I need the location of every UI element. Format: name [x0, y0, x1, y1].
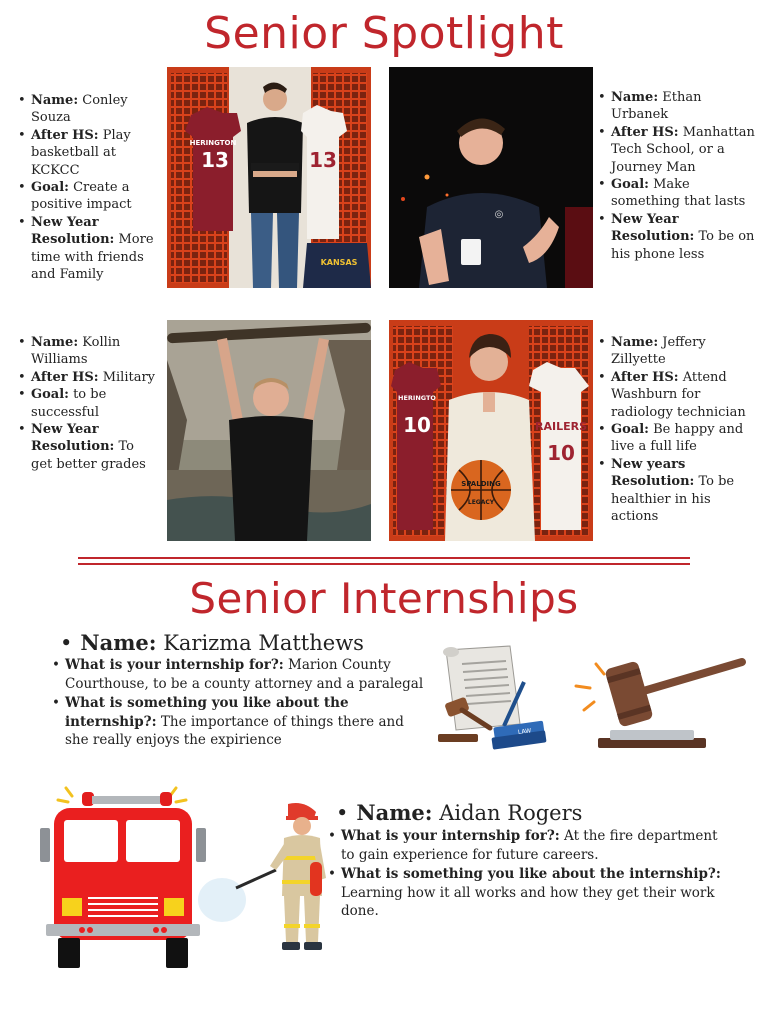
list-item: • Name: Kollin Williams: [18, 334, 158, 369]
jersey-text: HERINGTO: [398, 394, 436, 402]
senior-2-info: [598, 89, 758, 263]
list-item: • Goal: Be happy and live a full life: [598, 421, 758, 456]
list-item: • New Year Resolution: To get better grades: [18, 421, 158, 473]
list-item: • Name: Ethan Urbanek: [598, 89, 758, 124]
internships-title: Senior Internships: [189, 574, 579, 623]
list-item: • After HS: Military: [18, 369, 158, 386]
intern-2-name: • Name: Aidan Rogers: [336, 800, 583, 825]
jersey-text: HERINGTON: [189, 139, 237, 147]
senior-4-info: [598, 334, 758, 525]
divider-line-bottom: [78, 563, 690, 565]
list-item: • New Year Resolution: More time with friends and Family: [18, 214, 166, 284]
list-item: • Name: Conley Souza: [18, 92, 166, 127]
list-item: • After HS: Attend Washburn for radiology technician: [598, 369, 758, 421]
fire-truck-icon: [36, 778, 210, 972]
list-item: • What is your internship for?: At the fire department to gain experience for future careers.: [328, 827, 728, 864]
senior-1-photo: [167, 67, 371, 288]
jersey-number: 13: [309, 148, 337, 172]
senior-2-photo: [389, 67, 593, 288]
senior-3-info: [18, 334, 158, 473]
firefighter-icon: [196, 800, 336, 952]
list-item: • Goal: Make something that lasts: [598, 176, 758, 211]
senior-1-info: [18, 92, 166, 283]
jersey-number: 13: [201, 148, 229, 172]
law-book-label: LAW: [517, 727, 532, 737]
intern-1-answers: [52, 656, 424, 751]
intern-2-answers: [328, 827, 728, 922]
jersey-text: RAILERS: [535, 420, 587, 433]
law-documents-icon: [432, 642, 552, 752]
list-item: • What is something you like about the internship?: Learning how it all works and how they get their work done.: [328, 865, 728, 921]
list-item: • New Year Resolution: To be on his phone less: [598, 211, 758, 263]
senior-3-photo: [167, 320, 371, 541]
list-item: • After HS: Manhattan Tech School, or a Journey Man: [598, 124, 758, 176]
senior-4-photo: [389, 320, 593, 541]
spotlight-title: Senior Spotlight: [204, 8, 564, 59]
gavel-icon: [570, 648, 750, 752]
list-item: • Name: Jeffery Zillyette: [598, 334, 758, 369]
shirt-logo: ◎: [494, 209, 504, 220]
ball-brand: SPALDING: [461, 480, 501, 488]
ball-text: LEGACY: [467, 499, 495, 506]
jersey-number: 10: [403, 413, 431, 437]
list-item: • After HS: Play basketball at KCKCC: [18, 127, 166, 179]
jersey-number: 10: [547, 441, 575, 465]
divider-line-top: [78, 557, 690, 559]
list-item: • Goal: Create a positive impact: [18, 179, 166, 214]
list-item: • Goal: to be successful: [18, 386, 158, 421]
list-item: • What is something you like about the internship?: The importance of things there and she really enjoys the expirience: [52, 694, 424, 750]
list-item: • What is your internship for?: Marion County Courthouse, to be a county attorney and a paralegal: [52, 656, 424, 693]
intern-1-name: • Name: Karizma Matthews: [60, 630, 364, 655]
list-item: • New years Resolution: To be healthier in his actions: [598, 456, 758, 526]
shirt-text: KANSAS: [320, 258, 358, 267]
